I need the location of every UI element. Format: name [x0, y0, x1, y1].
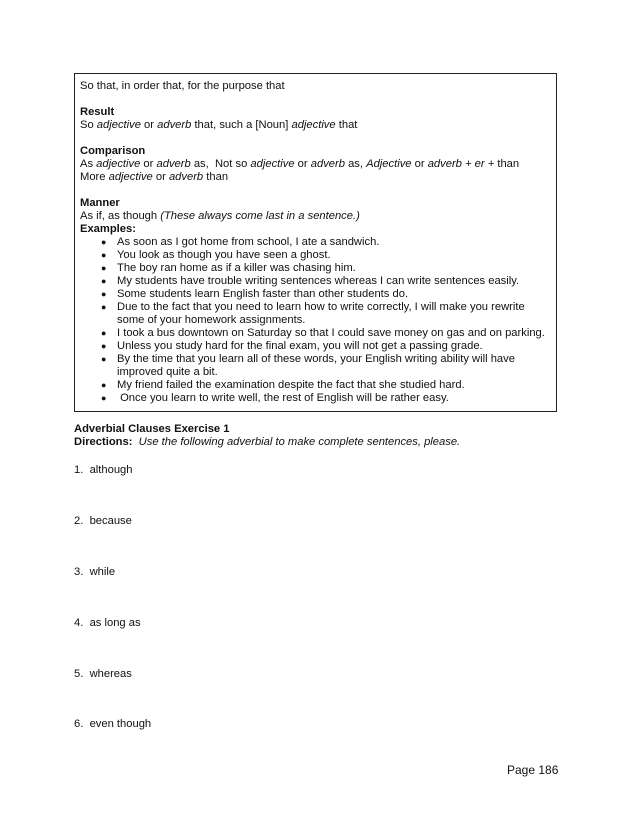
list-item: ● Some students learn English faster than other students do.	[101, 288, 409, 300]
question-item: 5. whereas	[74, 668, 132, 680]
list-item: ● My friend failed the examination despite the fact that she studied hard.	[101, 379, 465, 391]
bullet-icon: ●	[101, 302, 107, 312]
question-item: 1. although	[74, 464, 133, 476]
manner-line: As if, as though (These always come last in a sentence.)	[80, 210, 360, 222]
list-item: ● You look as though you have seen a ghost.	[101, 249, 331, 261]
comparison-line-2: More adjective or adverb than	[80, 171, 229, 183]
bullet-icon: ●	[101, 276, 107, 286]
list-item: ● My students have trouble writing sentences whereas I can write sentences easily.	[101, 275, 520, 287]
question-item: 6. even though	[74, 718, 152, 730]
list-item: ● The boy ran home as if a killer was chasing him.	[101, 262, 356, 274]
list-item: ● As soon as I got home from school, I ate a sandwich.	[101, 236, 380, 248]
list-item: ● Unless you study hard for the final exam, you will not get a passing grade.	[101, 340, 483, 352]
result-line: So adjective or adverb that, such a [Noun] adjective that	[80, 119, 358, 131]
directions: Directions: Use the following adverbial to make complete sentences, please.	[74, 436, 461, 448]
examples-list	[80, 236, 551, 405]
page-number: Page 186	[507, 763, 559, 777]
exercise-title: Adverbial Clauses Exercise 1	[74, 423, 230, 435]
purpose-line: So that, in order that, for the purpose that	[80, 80, 285, 92]
list-item: ● Due to the fact that you need to learn how to write correctly, I will make you rewrite some of your homework assignments.	[101, 301, 525, 326]
bullet-icon: ●	[101, 354, 107, 364]
manner-heading: Manner	[80, 197, 120, 209]
bullet-icon: ●	[101, 393, 107, 403]
bullet-icon: ●	[101, 250, 107, 260]
list-item: ● I took a bus downtown on Saturday so that I could save money on gas and on parking.	[101, 327, 545, 339]
question-item: 4. as long as	[74, 617, 141, 629]
grammar-reference-box	[74, 73, 557, 412]
bullet-icon: ●	[101, 237, 107, 247]
comparison-line-1: As adjective or adverb as, Not so adjective or adverb as, Adjective or adverb + er + than	[80, 158, 520, 170]
examples-heading: Examples:	[80, 223, 136, 235]
question-item: 2. because	[74, 515, 132, 527]
bullet-icon: ●	[101, 380, 107, 390]
bullet-icon: ●	[101, 328, 107, 338]
list-item: ● Once you learn to write well, the rest of English will be rather easy.	[101, 392, 449, 404]
comparison-heading: Comparison	[80, 145, 146, 157]
result-heading: Result	[80, 106, 115, 118]
question-item: 3. while	[74, 566, 116, 578]
bullet-icon: ●	[101, 263, 107, 273]
bullet-icon: ●	[101, 341, 107, 351]
bullet-icon: ●	[101, 289, 107, 299]
list-item: ● By the time that you learn all of these words, your English writing ability will have improved quite a bit.	[101, 353, 515, 378]
